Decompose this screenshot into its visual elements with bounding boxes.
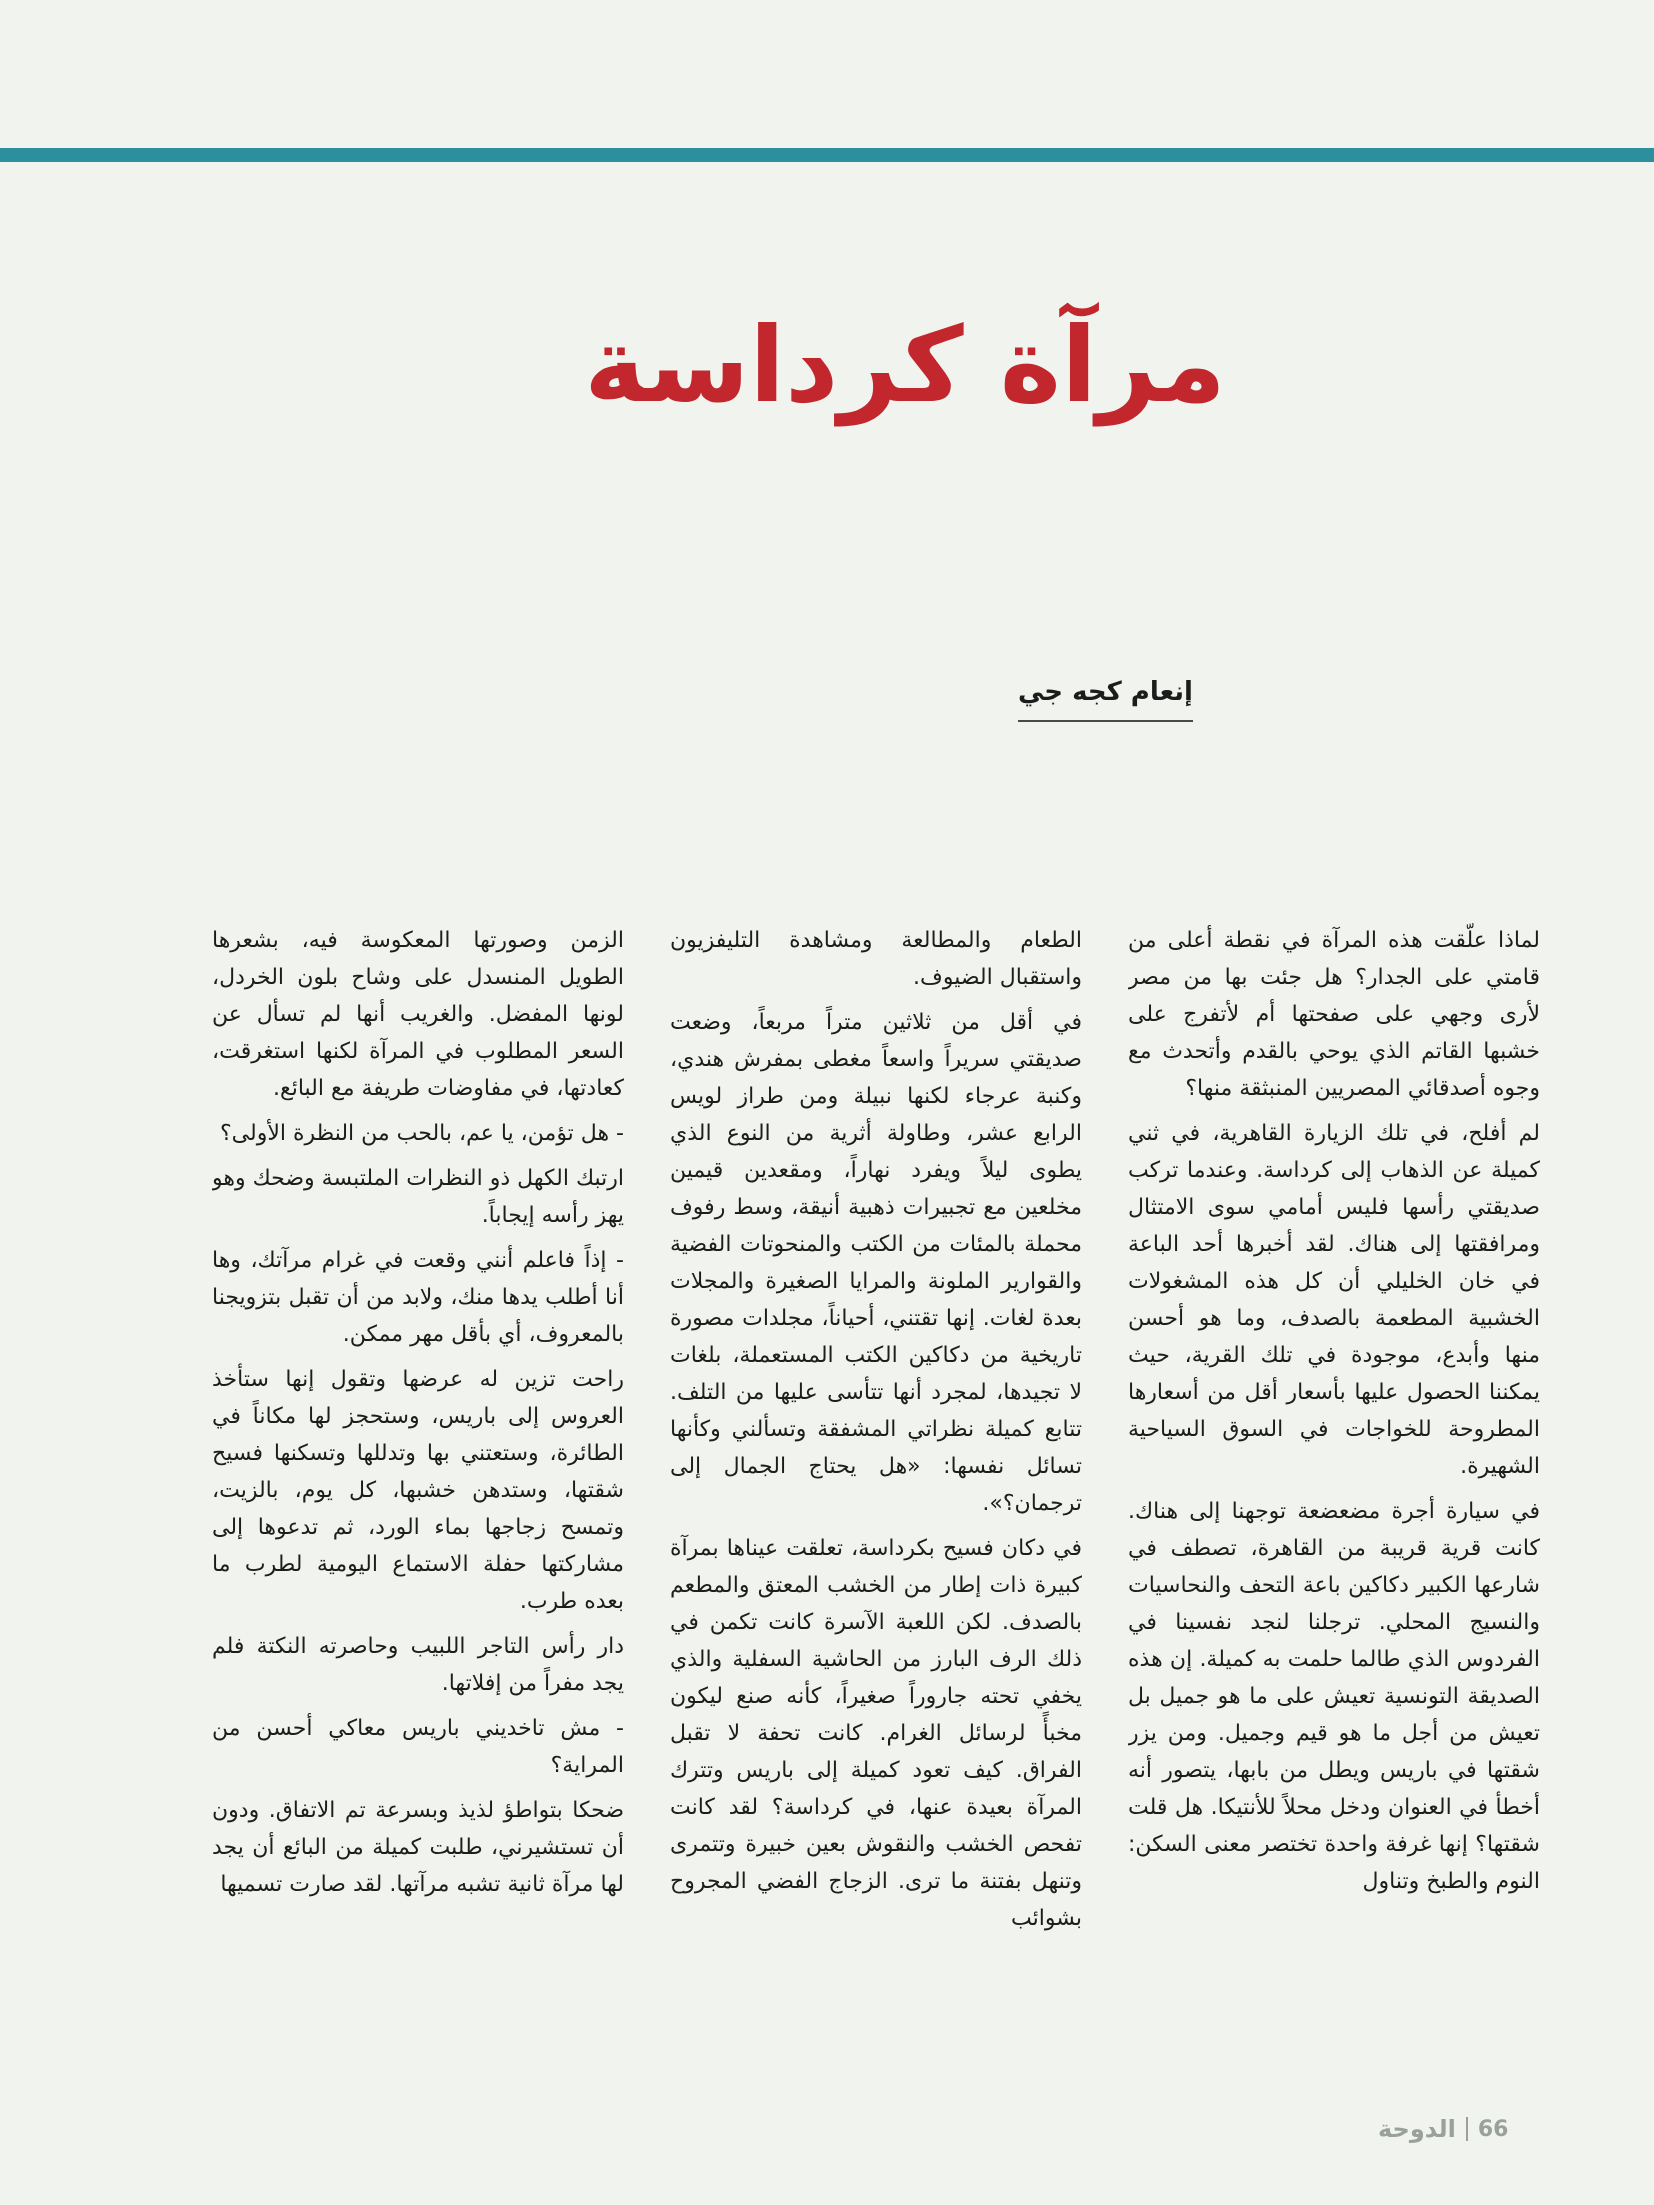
page-footer [1378,2115,1509,2143]
article-title: مرآة كرداسة [584,304,1226,426]
footer-divider [1466,2117,1468,2141]
paragraph: راحت تزين له عرضها وتقول إنها ستأخذ العروس إلى باريس، وستحجز لها مكاناً في الطائرة، وستعتني بها وتدللها وتسكنها فسيح شقتها، وستدهن خشبها، كل يوم، بالزيت، وتمسح زجاجها بماء الورد، ثم تدعوها إلى مشاركتها حفلة الاستماع اليومية لطرب ما بعده طرب. [212,1367,624,1614]
paragraph: الطعام والمطالعة ومشاهدة التليفزيون واستقبال الضيوف. [670,928,1082,990]
paragraph: ضحكا بتواطؤ لذيذ وبسرعة تم الاتفاق. ودون أن تستشيرني، طلبت كميلة من البائع أن يجد لها مرآة ثانية تشبه مرآتها. لقد صارت تسميها [212,1798,624,1897]
text-column-2 [670,922,1082,2092]
paragraph: ارتبك الكهل ذو النظرات الملتبسة وضحك وهو يهز رأسه إيجاباً. [212,1166,624,1228]
author-name: إنعام كجه جي [1018,668,1193,722]
paragraph: في دكان فسيح بكرداسة، تعلقت عيناها بمرآة كبيرة ذات إطار من الخشب المعتق والمطعم بالصدف. لكن اللعبة الآسرة كانت تكمن في ذلك الرف البارز من الحاشية السفلية والذي يخفي تحته جاروراً صغيراً، كأنه صنع ليكون مخبأً لرسائل الغرام. كانت تحفة لا تقبل الفراق. كيف تعود كميلة إلى باريس وتترك المرآة بعيدة عنها، في كرداسة؟ لقد كانت تفحص الخشب والنقوش بعين خبيرة وتتمرى وتنهل بفتنة ما ترى. الزجاج الفضي المجروح بشوائب [670,1536,1082,1931]
paragraph: - هل تؤمن، يا عم، بالحب من النظرة الأولى؟ [220,1121,624,1146]
paragraph: دار رأس التاجر اللبيب وحاصرته النكتة فلم يجد مفراً من إفلاتها. [212,1634,624,1696]
paragraph: في سيارة أجرة مضعضعة توجهنا إلى هناك. كانت قرية قريبة من القاهرة، تصطف في شارعها الكبير دكاكين باعة التحف والنحاسيات والنسيج المحلي. ترجلنا لنجد نفسينا في الفردوس الذي طالما حلمت به كميلة. إن هذه الصديقة التونسية تعيش على ما هو جميل بل تعيش من أجل ما هو قيم وجميل. ومن يزر شقتها في باريس ويطل من بابها، يتصور أنه أخطأ في العنوان ودخل محلاً للأنتيكا. هل قلت شقتها؟ إنها غرفة واحدة تختصر معنى السكن: النوم والطبخ وتناول [1128,1499,1540,1894]
paragraph: لم أفلح، في تلك الزيارة القاهرية، في ثني كميلة عن الذهاب إلى كرداسة. وعندما تركب صديقتي رأسها فليس أمامي سوى الامتثال ومرافقتها إلى هناك. لقد أخبرها أحد الباعة في خان الخليلي أن كل هذه المشغولات الخشبية المطعمة بالصدف، وما هو أحسن منها وأبدع، موجودة في تلك القرية، حيث يمكننا الحصول عليها بأسعار أقل من أسعارها المطروحة للخواجات في السوق السياحية الشهيرة. [1128,1121,1540,1479]
article-body [212,922,1540,2092]
page-number: 66 [1477,2116,1509,2142]
text-column-3 [212,922,624,2092]
paragraph: الزمن وصورتها المعكوسة فيه، بشعرها الطويل المنسدل على وشاح بلون الخردل، لونها المفضل. والغريب أنها لم تسأل عن السعر المطلوب في المرآة لكنها استغرقت، كعادتها، في مفاوضات طريفة مع البائع. [212,928,624,1101]
magazine-logo: الدوحة [1378,2115,1456,2143]
top-accent-rule [0,148,1654,162]
paragraph: في أقل من ثلاثين متراً مربعاً، وضعت صديقتي سريراً واسعاً مغطى بمفرش هندي، وكنبة عرجاء لكنها نبيلة ومن طراز لويس الرابع عشر، وطاولة أثرية من النوع الذي يطوى ليلاً ويفرد نهاراً، ومقعدين قيمين مخلعين مع تجبيرات ذهبية أنيقة، وسط رفوف محملة بالمئات من الكتب والمنحوتات الفضية والقوارير الملونة والمرايا الصغيرة والمجلات بعدة لغات. إنها تقتني، أحياناً، مجلدات مصورة تاريخية من دكاكين الكتب المستعملة، بلغات لا تجيدها، لمجرد أنها تتأسى عليها من التلف. تتابع كميلة نظراتي المشفقة وتسألني وكأنها تسائل نفسها: «هل يحتاج الجمال إلى ترجمان؟». [670,1010,1082,1516]
text-column-1 [1128,922,1540,2092]
paragraph: - إذاً فاعلم أنني وقعت في غرام مرآتك، وها أنا أطلب يدها منك، ولابد من أن تقبل بتزويجنا بالمعروف، أي بأقل مهر ممكن. [212,1248,624,1347]
paragraph: لماذا علّقت هذه المرآة في نقطة أعلى من قامتي على الجدار؟ هل جئت بها من مصر لأرى وجهي على صفحتها أم لأتفرج على خشبها القاتم الذي يوحي بالقدم وأتحدث مع وجوه أصدقائي المصريين المنبثقة منها؟ [1128,928,1540,1101]
paragraph: - مش تاخديني باريس معاكي أحسن من المراية؟ [212,1716,624,1778]
